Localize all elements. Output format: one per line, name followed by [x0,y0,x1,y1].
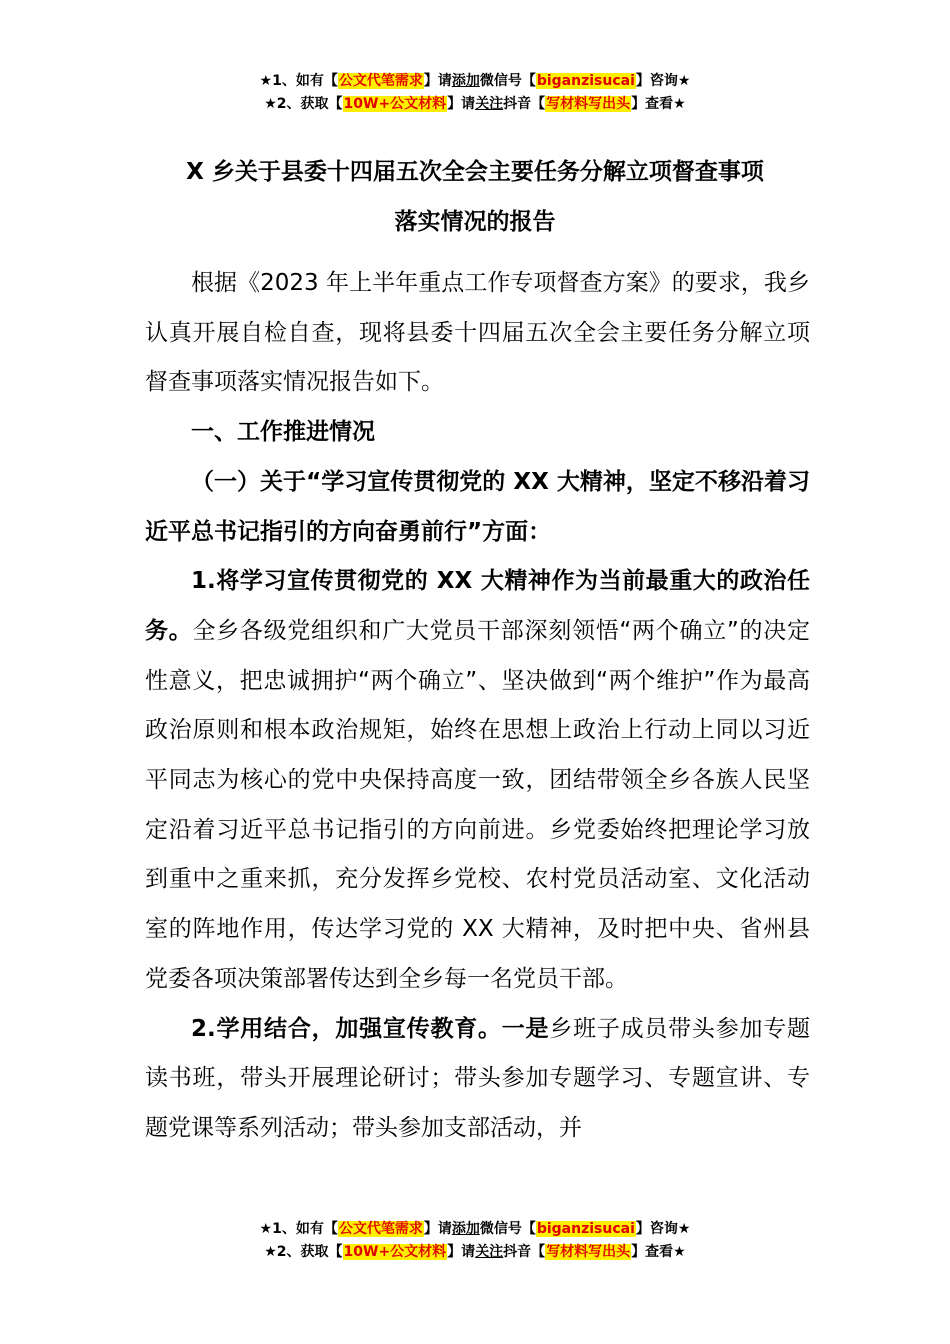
footer-banner [0,1218,950,1264]
banner-line-2 [0,93,950,116]
banner-highlight: 10W+公文材料 [343,96,447,112]
banner-underlined: 关注 [475,96,504,112]
item-2-text: 乡班子成员带头参加专题读书班，带头开展理论研讨；带头参加专题学习、专题宣讲、专题党课等系列活动；带头参加支部活动，并 [145,1015,811,1141]
banner-highlight: 写材料写出头 [546,96,631,112]
banner-text: ★1、如有【 [259,1221,338,1237]
banner-text: 】咨询★ [635,1221,691,1237]
banner-text: 微信号【 [479,73,536,89]
banner-text: 】查看★ [631,96,686,112]
banner-text: 抖音【 [503,96,546,112]
banner-text: 抖音【 [503,1244,546,1260]
banner-line-2 [0,1241,950,1264]
intro-paragraph: 根据《2023 年上半年重点工作专项督查方案》的要求，我乡认真开展自检自查，现将县委十四届五次全会主要任务分解立项督查事项落实情况报告如下。 [145,270,810,396]
item-1-paragraph [145,557,810,1004]
banner-text: 】请 [423,73,452,89]
banner-highlight: 写材料写出头 [546,1244,631,1260]
banner-text: 】请 [447,96,476,112]
item-1-lead: 1.将学习宣传贯彻党的 XX 大精神作为当前最重大的政治任务。 [145,568,810,644]
document-title-line-2: 落实情况的报告 [394,209,556,235]
banner-text: ★2、获取【 [264,1244,343,1260]
banner-text: 】查看★ [631,1244,686,1260]
banner-highlight: 10W+公文材料 [343,1244,447,1260]
banner-line-1 [0,1218,950,1241]
banner-underlined: 添加 [451,1221,480,1237]
section-heading: 一、工作推进情况 [191,419,375,446]
banner-highlight: 公文代笔需求 [338,73,423,89]
banner-text: 微信号【 [479,1221,536,1237]
document-title-line-1: X 乡关于县委十四届五次全会主要任务分解立项督查事项 [186,159,764,185]
banner-text: 】请 [447,1244,476,1260]
banner-text: 】请 [423,1221,452,1237]
subsection-heading: （一）关于“学习宣传贯彻党的 XX 大精神，坚定不移沿着习近平总书记指引的方向奋勇前行”方面： [145,468,810,545]
banner-line-1 [0,70,950,93]
banner-underlined: 关注 [475,1244,504,1260]
banner-highlight: biganzisucai [536,1221,635,1237]
item-1-text: 全乡各级党组织和广大党员干部深刻领悟“两个确立”的决定性意义，把忠诚拥护“两个确立”、坚决做到“两个维护”作为最高政治原则和根本政治规矩，始终在思想上政治上行动上同以习近平同志为核心的党中央保持高度一致，团结带领全乡各族人民坚定沿着习近平总书记指引的方向前进。乡党委始终把理论学习放到重中之重来抓，充分发挥乡党校、农村党员活动室、文化活动室的阵地作用，传达学习党的 XX 大精神，及时把中央、省州县党委各项决策部署传达到全乡每一名党员干部。 [145,617,811,992]
banner-text: ★2、获取【 [264,96,343,112]
item-2-first: 一是 [501,1015,550,1042]
banner-text: 】咨询★ [635,73,691,89]
header-banner [0,70,950,116]
item-2-paragraph [145,1005,810,1154]
banner-highlight: biganzisucai [536,73,635,89]
banner-highlight: 公文代笔需求 [338,1221,423,1237]
banner-text: ★1、如有【 [259,73,338,89]
item-2-lead: 2.学用结合，加强宣传教育。 [191,1015,502,1042]
banner-underlined: 添加 [451,73,480,89]
document-body [145,259,810,1154]
